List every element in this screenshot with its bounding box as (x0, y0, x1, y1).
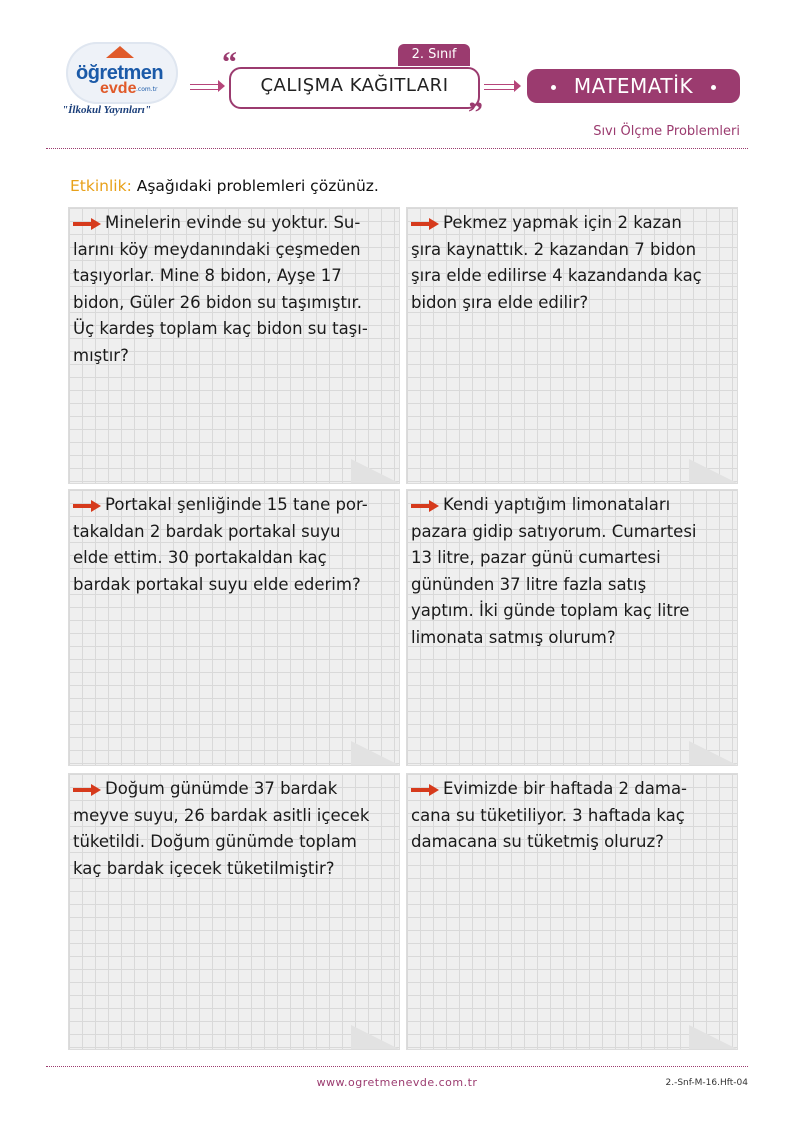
footer-divider (46, 1066, 748, 1067)
problem-card (68, 207, 400, 484)
page-curl (689, 1025, 737, 1049)
page-curl (351, 741, 399, 765)
problem-text: Doğum günümde 37 bardak meyve suyu, 26 bardak asitli içecek tüketildi. Doğum günümde toplam kaç bardak içecek tüketilmiştir? (73, 779, 370, 878)
problem-text: Portakal şenliğinde 15 tane por- takaldan 2 bardak portakal suyu elde ettim. 30 portakaldan kaç bardak portakal suyu elde ederim? (73, 495, 368, 594)
arrow-bullet-icon (73, 785, 103, 795)
publisher-logo (62, 40, 187, 125)
page-curl (351, 459, 399, 483)
worksheet-title: ÇALIŞMA KAĞITLARI (260, 75, 449, 96)
problem-card (68, 489, 400, 766)
arrow-bullet-icon (73, 501, 103, 511)
grade-tab: 2. Sınıf (398, 44, 470, 66)
footer-code: 2.-Snf-M-16.Hft-04 (665, 1078, 748, 1088)
problem-text: Kendi yaptığım limonataları pazara gidip satıyorum. Cumartesi 13 litre, pazar günü cumartesi gününden 37 litre fazla satış yaptım. İki günde toplam kaç litre limonata satmış olurum? (411, 495, 697, 647)
activity-text: Aşağıdaki problemleri çözünüz. (136, 177, 379, 195)
arrow-right-icon (484, 80, 522, 92)
worksheet-title-box (229, 67, 480, 109)
logo-tagline: "İlkokul Yayınları" (62, 104, 151, 116)
arrow-bullet-icon (411, 219, 441, 229)
arrow-bullet-icon (73, 219, 103, 229)
activity-label: Etkinlik: (70, 177, 132, 195)
subject-label: MATEMATİK (573, 74, 694, 98)
problem-card (406, 773, 738, 1050)
subject-badge (527, 69, 740, 103)
problem-card (406, 489, 738, 766)
problem-card (68, 773, 400, 1050)
house-icon (106, 46, 134, 58)
dot-icon (711, 85, 716, 90)
problem-text: Minelerin evinde su yoktur. Su- larını köy meydanındaki çeşmeden taşıyorlar. Mine 8 bidon, Ayşe 17 bidon, Güler 26 bidon su taşımıştır. Üç kardeş toplam kaç bidon su taşı- mıştır? (73, 213, 368, 365)
page-curl (689, 741, 737, 765)
problem-card (406, 207, 738, 484)
logo-name: öğretmen (76, 62, 164, 84)
logo-domain: .com.tr (136, 86, 158, 93)
arrow-bullet-icon (411, 501, 441, 511)
footer-url: www.ogretmenevde.com.tr (316, 1076, 478, 1089)
dot-icon (551, 85, 556, 90)
arrow-right-icon (190, 80, 226, 92)
open-quote-icon: “ (222, 46, 237, 79)
header-divider (46, 148, 748, 149)
activity-instruction (70, 177, 379, 195)
problem-text: Evimizde bir haftada 2 dama- cana su tüketiliyor. 3 haftada kaç damacana su tüketmiş oluruz? (411, 779, 688, 851)
problem-text: Pekmez yapmak için 2 kazan şıra kaynattık. 2 kazandan 7 bidon şıra elde edilirse 4 kazandanda kaç bidon şıra elde edilir? (411, 213, 702, 312)
logo-name-2: evde (100, 80, 137, 97)
topic-title: Sıvı Ölçme Problemleri (593, 124, 740, 139)
page-curl (689, 459, 737, 483)
close-quote-icon: ” (468, 96, 483, 129)
page-curl (351, 1025, 399, 1049)
arrow-bullet-icon (411, 785, 441, 795)
